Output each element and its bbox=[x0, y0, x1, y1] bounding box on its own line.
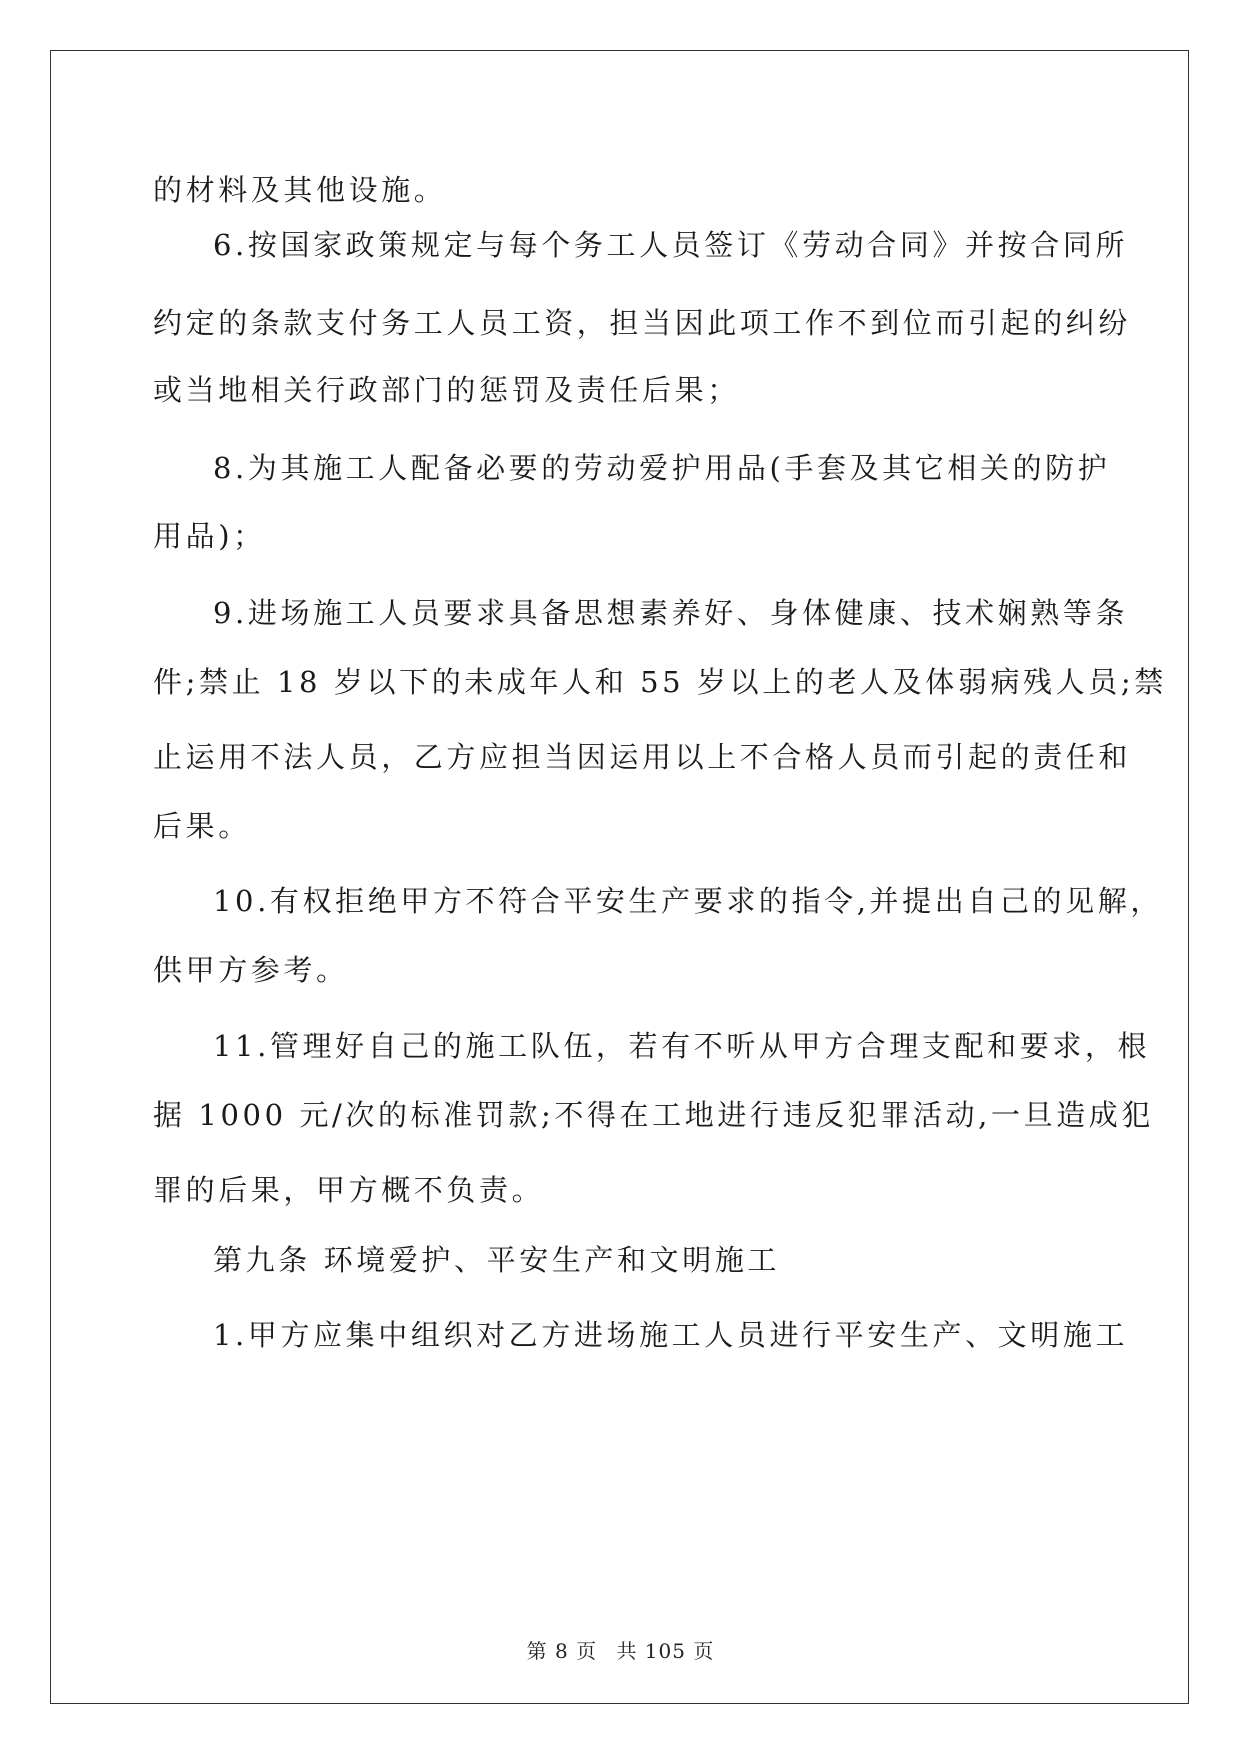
text-line: 的材料及其他设施。 bbox=[153, 173, 447, 207]
page-border bbox=[50, 50, 1189, 1704]
text-line: 约定的条款支付务工人员工资，担当因此项工作不到位而引起的纠纷 bbox=[153, 306, 1132, 340]
text-line: 止运用不法人员，乙方应担当因运用以上不合格人员而引起的责任和 bbox=[153, 740, 1132, 774]
text-line: 1.甲方应集中组织对乙方进场施工人员进行平安生产、文明施工 bbox=[213, 1318, 1129, 1352]
text-line: 9.进场施工人员要求具备思想素养好、身体健康、技术娴熟等条 bbox=[213, 596, 1129, 630]
section-heading: 第九条 环境爱护、平安生产和文明施工 bbox=[213, 1243, 781, 1277]
text-line: 后果。 bbox=[153, 809, 251, 843]
page-footer bbox=[0, 1635, 1241, 1664]
text-line: 6.按国家政策规定与每个务工人员签订《劳动合同》并按合同所 bbox=[213, 228, 1129, 262]
text-line: 11.管理好自己的施工队伍，若有不听从甲方合理支配和要求，根 bbox=[213, 1029, 1151, 1063]
text-line: 供甲方参考。 bbox=[153, 953, 349, 987]
text-line: 用品)； bbox=[153, 519, 266, 553]
page-number: 第 8 页 bbox=[526, 1639, 598, 1663]
text-line: 8.为其施工人配备必要的劳动爱护用品(手套及其它相关的防护 bbox=[213, 451, 1111, 485]
text-line: 或当地相关行政部门的惩罚及责任后果； bbox=[153, 373, 740, 407]
text-line: 罪的后果，甲方概不负责。 bbox=[153, 1173, 545, 1207]
text-line: 件;禁止 18 岁以下的未成年人和 55 岁以上的老人及体弱病残人员;禁 bbox=[153, 665, 1167, 699]
text-line: 据 1000 元/次的标准罚款;不得在工地进行违反犯罪活动,一旦造成犯 bbox=[153, 1098, 1154, 1132]
page-total: 共 105 页 bbox=[616, 1639, 715, 1663]
text-line: 10.有权拒绝甲方不符合平安生产要求的指令,并提出自己的见解， bbox=[213, 884, 1163, 918]
